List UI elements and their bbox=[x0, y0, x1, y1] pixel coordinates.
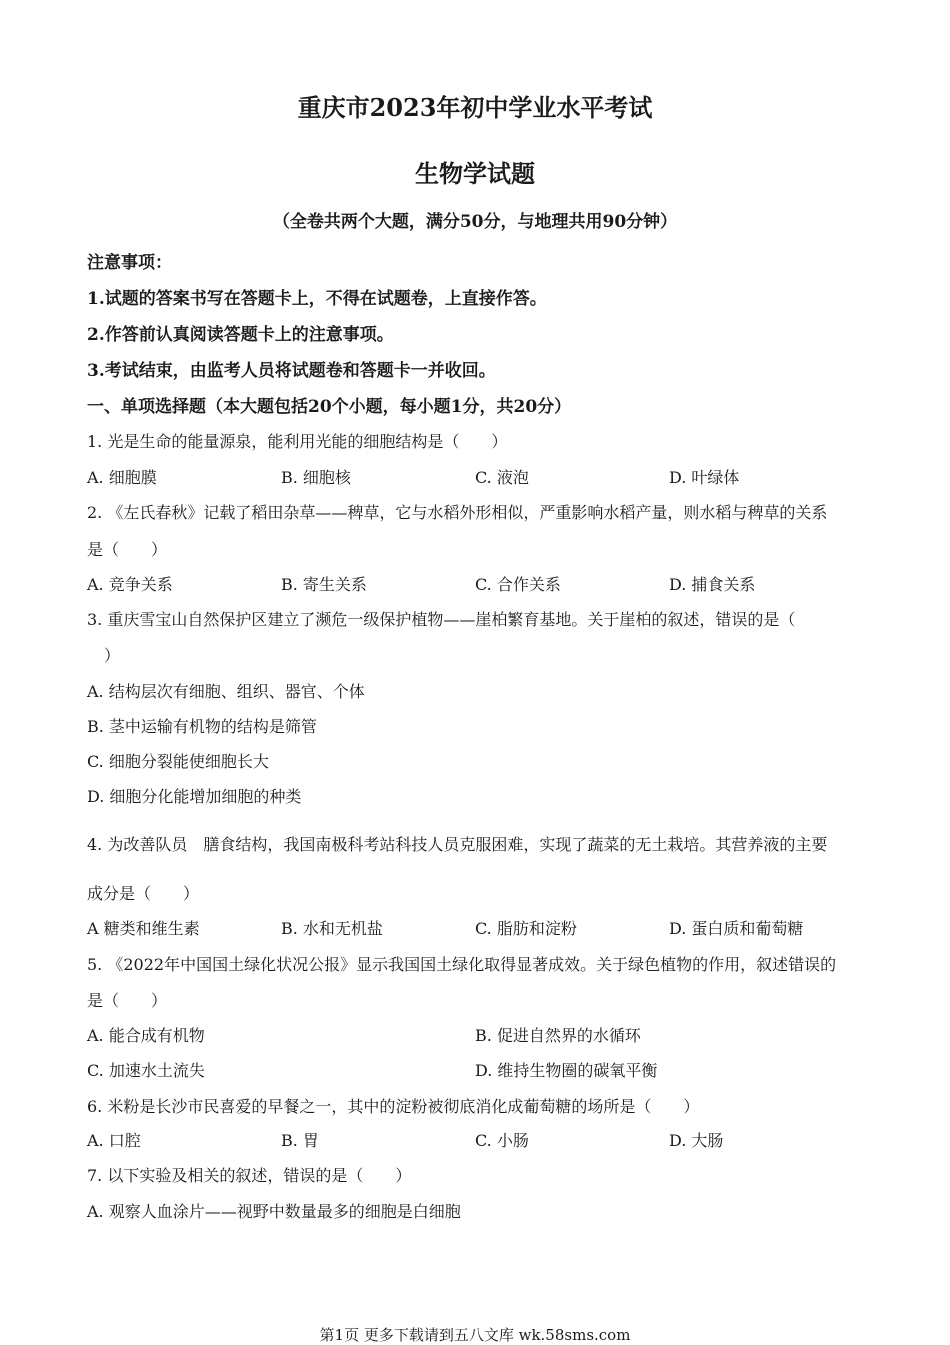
question-stem: 2. 《左氏春秋》记载了稻田杂草——稗草，它与水稻外形相似，严重影响水稻产量，则水稻与稗草的关系 bbox=[87, 503, 828, 522]
option-d: D. 蛋白质和葡萄糖 bbox=[669, 919, 804, 938]
option-c: C. 加速水土流失 bbox=[87, 1061, 205, 1080]
document-title: 重庆市2023年初中学业水平考试 bbox=[297, 93, 653, 122]
option-c: C. 合作关系 bbox=[475, 575, 561, 594]
option-c: C. 液泡 bbox=[475, 468, 529, 487]
question-stem: 4. 为改善队员 膳食结构，我国南极科考站科技人员克服困难，实现了蔬菜的无土栽培。其营养液的主要 bbox=[87, 835, 828, 854]
question-stem-continued: 成分是（ ） bbox=[87, 884, 200, 903]
question-stem: 5. 《2022年中国国土绿化状况公报》显示我国国土绿化取得显著成效。关于绿色植物的作用，叙述错误的 bbox=[87, 955, 837, 974]
question-stem: 3. 重庆雪宝山自然保护区建立了濒危一级保护植物——崖柏繁育基地。关于崖柏的叙述，错误的是（ bbox=[87, 610, 796, 629]
option-c: C. 脂肪和淀粉 bbox=[475, 919, 577, 938]
section-heading: 一、单项选择题（本大题包括20个小题，每小题1分，共20分） bbox=[87, 397, 572, 417]
option-b: B. 促进自然界的水循环 bbox=[475, 1026, 641, 1045]
note-item: 2.作答前认真阅读答题卡上的注意事项。 bbox=[87, 325, 394, 345]
option-d: D. 捕食关系 bbox=[669, 575, 756, 594]
option-b: B. 细胞核 bbox=[281, 468, 351, 487]
option-d: D. 维持生物圈的碳氧平衡 bbox=[475, 1061, 658, 1080]
option-d: D. 叶绿体 bbox=[669, 468, 740, 487]
question-stem: 1. 光是生命的能量源泉，能利用光能的细胞结构是（ ） bbox=[87, 432, 508, 451]
option-d: D. 细胞分化能增加细胞的种类 bbox=[87, 787, 302, 806]
option-a: A. 能合成有机物 bbox=[87, 1026, 205, 1045]
exam-info: （全卷共两个大题，满分50分，与地理共用90分钟） bbox=[272, 212, 678, 232]
option-a: A. 结构层次有细胞、组织、器官、个体 bbox=[87, 682, 365, 701]
question-stem-continued: 是（ ） bbox=[87, 540, 168, 559]
question-stem: 6. 米粉是长沙市民喜爱的早餐之一，其中的淀粉被彻底消化成葡萄糖的场所是（ ） bbox=[87, 1097, 700, 1116]
note-item: 3.考试结束，由监考人员将试题卷和答题卡一并收回。 bbox=[87, 361, 496, 381]
option-b: B. 寄生关系 bbox=[281, 575, 367, 594]
option-d: D. 大肠 bbox=[669, 1131, 724, 1150]
notes-heading: 注意事项： bbox=[87, 253, 172, 273]
option-a: A. 口腔 bbox=[87, 1131, 141, 1150]
page-footer: 第1页 更多下载请到五八文库 wk.58sms.com bbox=[319, 1326, 631, 1344]
document-subtitle: 生物学试题 bbox=[415, 159, 535, 188]
question-stem: 7. 以下实验及相关的叙述，错误的是（ ） bbox=[87, 1166, 412, 1185]
note-item: 1.试题的答案书写在答题卡上，不得在试题卷，上直接作答。 bbox=[87, 289, 547, 309]
option-b: B. 胃 bbox=[281, 1131, 319, 1150]
question-stem-continued: ） bbox=[104, 646, 121, 665]
option-c: C. 细胞分裂能使细胞长大 bbox=[87, 752, 269, 771]
option-a: A 糖类和维生素 bbox=[87, 919, 200, 938]
option-c: C. 小肠 bbox=[475, 1131, 529, 1150]
option-b: B. 水和无机盐 bbox=[281, 919, 383, 938]
option-a: A. 竞争关系 bbox=[87, 575, 173, 594]
option-a: A. 观察人血涂片——视野中数量最多的细胞是白细胞 bbox=[87, 1202, 461, 1221]
option-a: A. 细胞膜 bbox=[87, 468, 157, 487]
option-b: B. 茎中运输有机物的结构是筛管 bbox=[87, 717, 317, 736]
question-stem-continued: 是（ ） bbox=[87, 991, 168, 1010]
